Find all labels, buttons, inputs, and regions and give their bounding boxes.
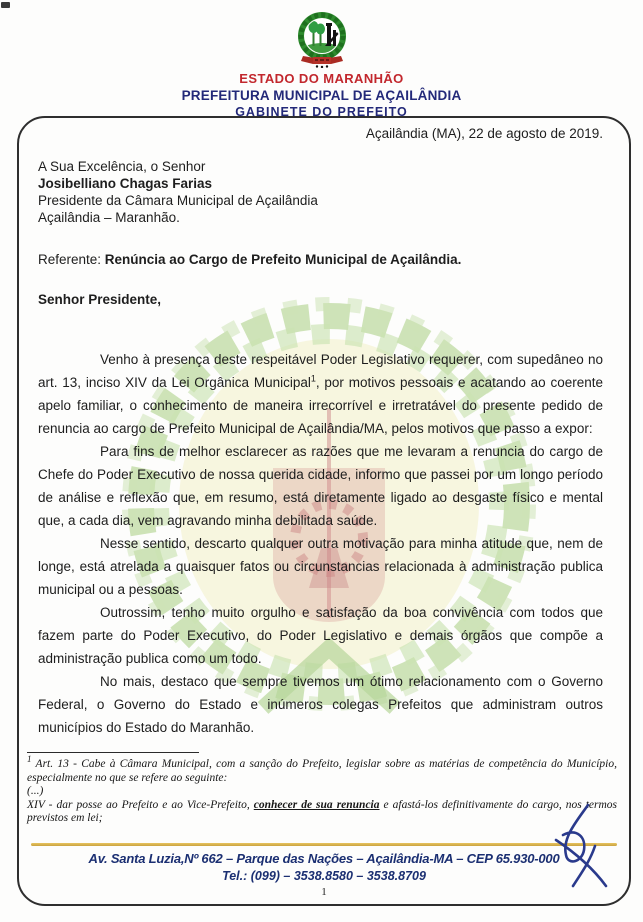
letter-frame: [17, 116, 631, 906]
paragraph-5: No mais, destaco que sempre tivemos um ótimo relacionamento com o Governo Federal, o Governo do Estado e inúmeros colegas Prefeitos que administram outros municípios do Estado do Maranhão.: [38, 674, 603, 735]
header-office-name: GABINETE DO PREFEITO: [235, 105, 408, 119]
handwritten-pen-mark-icon: [548, 802, 626, 895]
footnote-separator: [27, 752, 199, 753]
subject-line: [38, 252, 461, 267]
addressee-name: Josibelliano Chagas Farias: [38, 176, 213, 191]
header-state-name: ESTADO DO MARANHÃO: [239, 71, 404, 86]
footnote-text-3b: e afastá-los definitivamente do cargo, nos termos previstos em lei;: [27, 798, 618, 824]
header-prefecture-name: PREFEITURA MUNICIPAL DE AÇAILÂNDIA: [181, 88, 462, 103]
letterhead: [0, 12, 643, 119]
paragraph-4: Outrossim, tenho muito orgulho e satisfação da boa convivência com todos que fazem parte do Poder Executivo, do Poder Legislativo e demais órgãos que compõe a administração publica como um todo.: [38, 605, 603, 666]
footnote-block: [27, 754, 618, 826]
addressee-salutation: A Sua Excelência, o Senhor: [38, 159, 206, 174]
footnote-line-3: [27, 799, 617, 826]
scan-artifact-speck: [1, 2, 10, 8]
addressee-block: [38, 158, 318, 226]
footnote-number: 1: [27, 754, 32, 765]
page-number: 1: [321, 886, 327, 898]
footnote-line-2: (...): [27, 785, 44, 797]
footnote-line-1: [27, 754, 617, 785]
footnote-reference: 1: [310, 373, 316, 384]
subject-text: Renúncia ao Cargo de Prefeito Municipal de Açailândia.: [104, 252, 462, 267]
subject-label: Referente:: [38, 252, 105, 267]
footnote-text-1: Art. 13 - Cabe à Câmara Municipal, com a sanção do Prefeito, legislar sobre as matérias de competência do Município, especialmente no que se refere ao seguinte:: [27, 758, 617, 784]
footnote-text-3a: XIV - dar posse ao Prefeito e ao Vice-Prefeito,: [27, 798, 254, 811]
footer-block: [19, 851, 629, 883]
letter-body: [38, 348, 603, 739]
addressee-city: Açailândia – Maranhão.: [38, 210, 180, 225]
date-line: Açailândia (MA), 22 de agosto de 2019.: [365, 126, 603, 141]
paragraph-2: Para fins de melhor esclarecer as razões que me levaram a renuncia do cargo de Chefe do Poder Executivo de nossa querida cidade, informo que passei por um longo período de análise e reflexão que, em resumo, está diretamente ligado ao desgaste físico e mental que, a cada dia, vem agravando minha debilitada saúde.: [38, 444, 603, 528]
paragraph-1: [38, 348, 603, 440]
municipal-coat-of-arms-icon: [291, 12, 353, 68]
footnote-text-3-bold: conhecer de sua renuncia: [253, 798, 380, 811]
paragraph-3: Nesse sentido, descarto qualquer outra motivação para minha atitude que, nem de longe, está atrelada a quaisquer fatos ou circunstancias relacionada à administração publica municipal ou a pessoas.: [38, 536, 603, 597]
addressee-title: Presidente da Câmara Municipal de Açailândia: [38, 193, 318, 208]
paragraph-1-text: Venho à presença deste respeitável Poder Legislativo requerer, com supedâneo no art. 13, inciso XIV da Lei Orgânica Municipal: [38, 352, 603, 390]
greeting-line: Senhor Presidente,: [38, 292, 162, 307]
footer-gold-rule: [31, 843, 617, 846]
footer-phone: Tel.: (099) – 3538.8580 – 3538.8709: [222, 869, 426, 883]
paragraph-1-text-cont: , por motivos pessoais e acatando ao coerente apelo familiar, o conhecimento de maneira irrecorrível e irretratável do presente pedido de renuncia ao cargo de Prefeito Municipal de Açailândia/MA, pelos motivos que passo a expor:: [38, 375, 604, 436]
footer-address: Av. Santa Luzia,Nº 662 – Parque das Nações – Açailândia-MA – CEP 65.930-000: [88, 851, 560, 866]
